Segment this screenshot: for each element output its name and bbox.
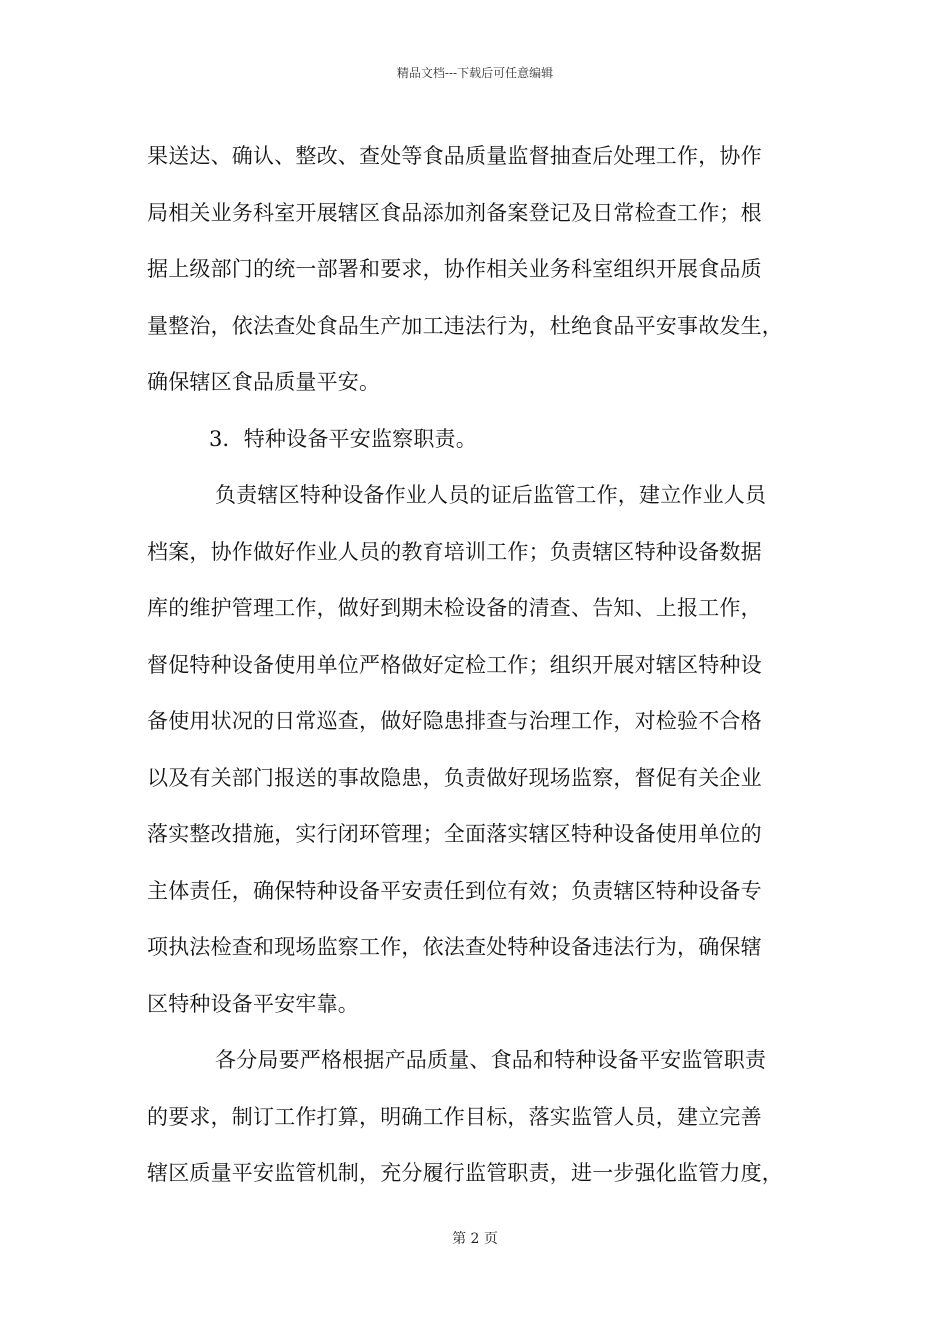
page-header: 精品文档---下载后可任意编辑 bbox=[396, 66, 554, 80]
text-line: 备使用状况的日常巡查，做好隐患排查与治理工作，对检验不合格 bbox=[147, 709, 762, 733]
text-line: 主体责任，确保特种设备平安责任到位有效；负责辖区特种设备专 bbox=[147, 878, 762, 903]
text-line: 区特种设备平安牢靠。 bbox=[147, 991, 359, 1016]
text-line: 档案，协作做好作业人员的教育培训工作；负责辖区特种设备数据 bbox=[147, 539, 762, 564]
text-line: 据上级部门的统一部署和要求，协作相关业务科室组织开展食品质 bbox=[147, 257, 762, 281]
text-line: 各分局要严格根据产品质量、食品和特种设备平安监管职责 bbox=[215, 1048, 767, 1072]
body-text bbox=[147, 128, 827, 1202]
text-line: 的要求，制订工作打算，明确工作目标，落实监管人员，建立完善 bbox=[147, 1104, 762, 1129]
text-line: 负责辖区特种设备作业人员的证后监管工作，建立作业人员 bbox=[215, 483, 767, 507]
text-line: 确保辖区食品质量平安。 bbox=[147, 370, 381, 394]
text-line: 果送达、确认、整改、查处等食品质量监督抽查后处理工作，协作 bbox=[147, 144, 762, 168]
page-number: 第 2 页 bbox=[452, 1231, 498, 1247]
text-line: 局相关业务科室开展辖区食品添加剂备案登记及日常检查工作；根 bbox=[147, 200, 762, 225]
text-line: 库的维护管理工作，做好到期未检设备的清查、告知、上报工作， bbox=[147, 596, 762, 620]
text-line: 督促特种设备使用单位严格做好定检工作；组织开展对辖区特种设 bbox=[147, 652, 762, 677]
text-line: 量整治，依法查处食品生产加工违法行为，杜绝食品平安事故发生， bbox=[147, 313, 783, 338]
text-line: 以及有关部门报送的事故隐患，负责做好现场监察，督促有关企业 bbox=[147, 765, 762, 790]
text-line: 项执法检查和现场监察工作，依法查处特种设备违法行为，确保辖 bbox=[147, 935, 762, 959]
text-line: 辖区质量平安监管机制，充分履行监管职责，进一步强化监管力度， bbox=[147, 1161, 783, 1185]
section-heading: 3．特种设备平安监察职责。 bbox=[209, 426, 477, 451]
text-line: 落实整改措施，实行闭环管理；全面落实辖区特种设备使用单位的 bbox=[147, 822, 762, 846]
